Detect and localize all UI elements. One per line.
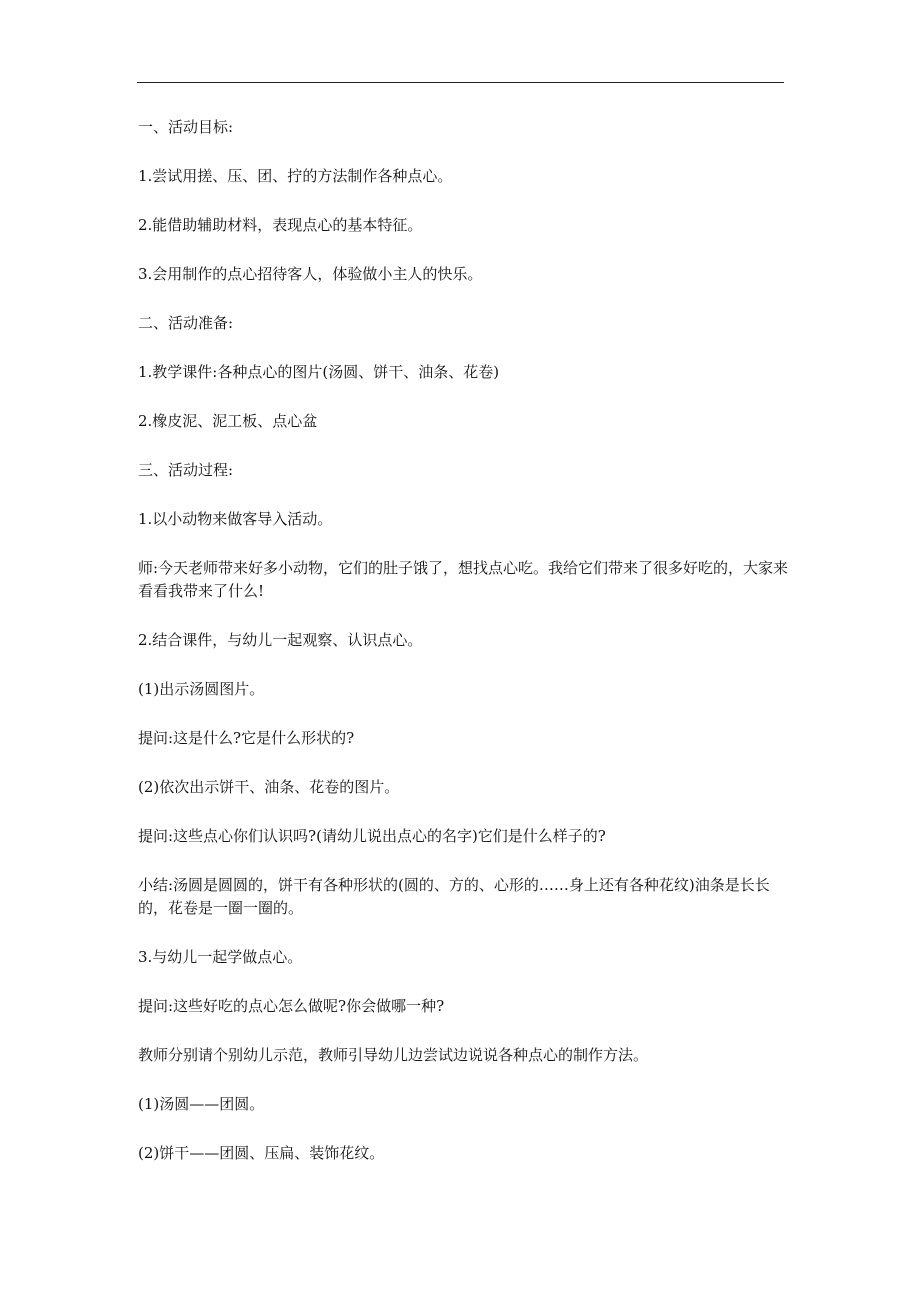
section-heading-goals: 一、活动目标: [138, 118, 234, 136]
process-step-3: 3.与幼儿一起学做点心。 [138, 948, 303, 966]
teacher-demo: 教师分别请个别幼儿示范，教师引导幼儿边尝试边说说各种点心的制作方法。 [138, 1046, 649, 1064]
preparation-item-1: 1.教学课件:各种点心的图片(汤圆、饼干、油条、花卷) [138, 363, 500, 381]
process-step-2: 2.结合课件，与幼儿一起观察、认识点心。 [138, 631, 423, 649]
goal-item-1: 1.尝试用搓、压、团、拧的方法制作各种点心。 [138, 167, 453, 185]
preparation-item-2: 2.橡皮泥、泥工板、点心盆 [138, 412, 318, 430]
teacher-speech: 师:今天老师带来好多小动物，它们的肚子饿了，想找点心吃。我给它们带来了很多好吃的，大家来看看我带来了什么! [138, 559, 789, 600]
question-how-to-make: 提问:这些好吃的点心怎么做呢?你会做哪一种? [138, 997, 445, 1015]
method-tangyuan: (1)汤圆——团圆。 [138, 1095, 265, 1113]
process-step-1: 1.以小动物来做客导入活动。 [138, 510, 333, 528]
question-shape: 提问:这是什么?它是什么形状的? [138, 729, 355, 747]
substep-show-others: (2)依次出示饼干、油条、花卷的图片。 [138, 778, 400, 796]
header-rule [137, 82, 784, 83]
goal-item-3: 3.会用制作的点心招待客人，体验做小主人的快乐。 [138, 265, 483, 283]
substep-show-tangyuan: (1)出示汤圆图片。 [138, 680, 265, 698]
method-biscuit: (2)饼干——团圆、压扁、装饰花纹。 [138, 1144, 385, 1162]
summary: 小结:汤圆是圆圆的，饼干有各种形状的(圆的、方的、心形的……身上还有各种花纹)油条是长长的，花卷是一圈一圈的。 [138, 876, 770, 917]
document-body [138, 116, 798, 1191]
section-heading-process: 三、活动过程: [138, 461, 234, 479]
goal-item-2: 2.能借助辅助材料，表现点心的基本特征。 [138, 216, 423, 234]
question-recognize: 提问:这些点心你们认识吗?(请幼儿说出点心的名字)它们是什么样子的? [138, 827, 606, 845]
section-heading-preparation: 二、活动准备: [138, 314, 234, 332]
